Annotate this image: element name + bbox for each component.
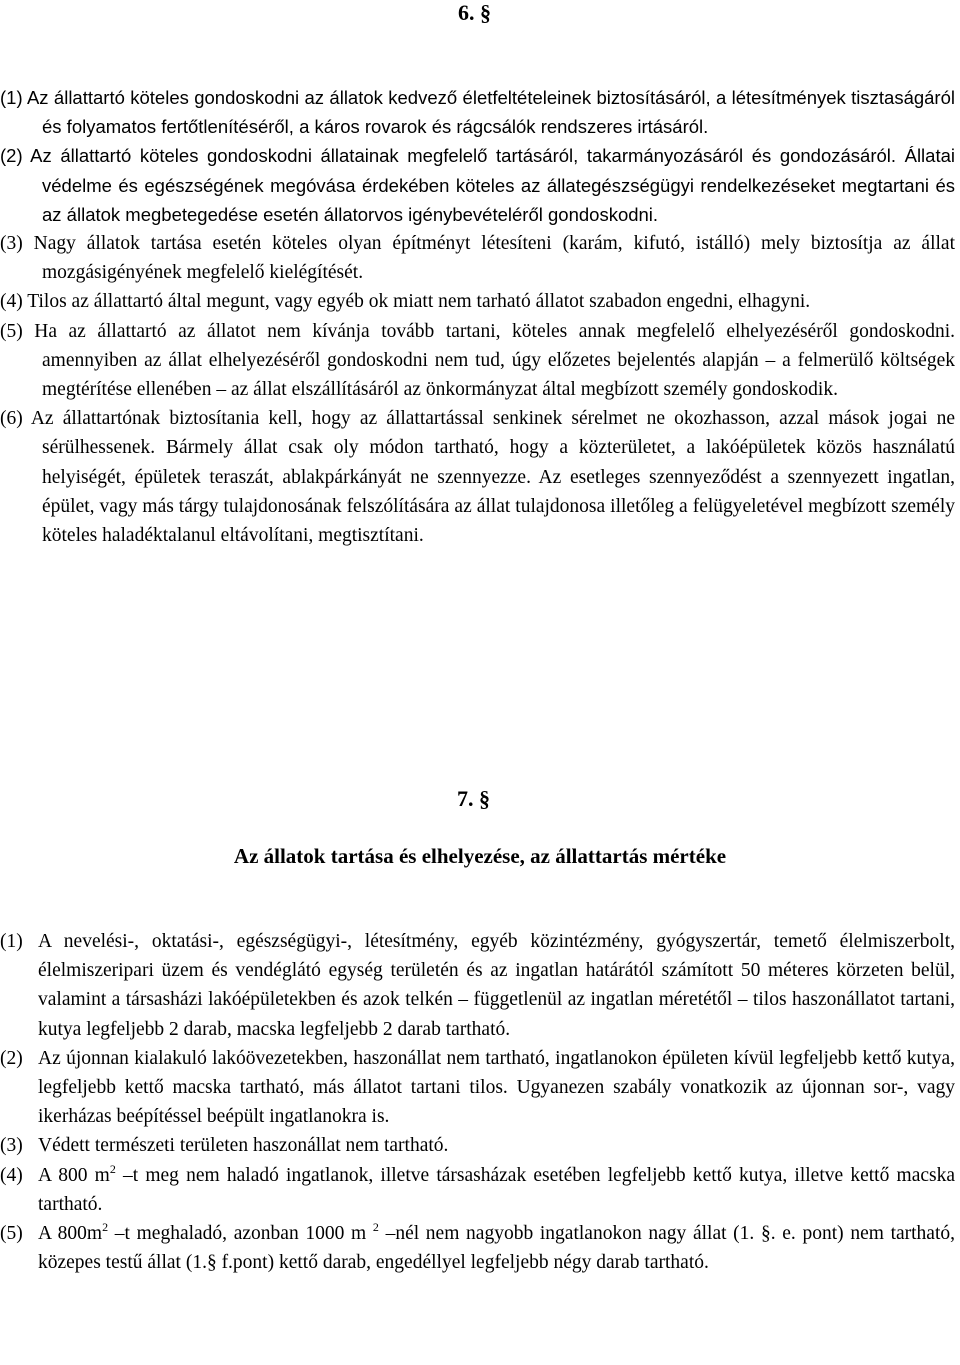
paragraph-number: (1) (0, 931, 23, 952)
text-part: A 800m (38, 1223, 103, 1245)
superscript: 2 (372, 1220, 379, 1235)
paragraph-text (38, 1161, 955, 1219)
paragraph-number: (3) (0, 1135, 23, 1157)
paragraph-text: Az újonnan kialakuló lakóövezetekben, haszonállat nem tartható, ingatlanokon épületen kívül legfeljebb kettő kutya, legfeljebb kettő macska tartható, más állatot tartani tilos. Ugyanezen szabály vonatkozik az újonnan sor-, vagy ikerházas beépítéssel beépült ingatlanokra is. (38, 1047, 955, 1128)
paragraph-text (38, 1219, 955, 1277)
section-6-paragraph-1: (1) Az állattartó köteles gondoskodni az állatok kedvező életfeltételeinek biztosításáról, a létesítmények tisztaságáról és folyamatos fertőtlenítéséről, a káros rovarok és rágcsálók rendszeres irtásáról. (0, 87, 955, 138)
section-6-number: 6. § (458, 0, 491, 25)
section-7-title: Az állatok tartása és elhelyezése, az állattartás mértéke (233, 844, 727, 868)
section-6-paragraph-5: (5) Ha az állattartó az állatot nem kívánja tovább tartani, köteles annak megfelelő elhelyezéséről gondoskodni. amennyiben az állat elhelyezéséről gondoskodni nem tud, úgy előzetes bejelentés alapján – a felmerülő költségek megtérítése ellenében – az állat elszállításáról az önkormányzat által megbízott személy gondoskodik. (0, 320, 955, 401)
section-7-paragraph-4 (0, 1161, 955, 1219)
paragraph-number: (2) (0, 1047, 23, 1069)
section-7-paragraph-1 (0, 927, 955, 1044)
section-6-paragraph-6: (6) Az állattartónak biztosítania kell, hogy az állattartással senkinek sérelmet ne okozhasson, azzal mások jogai ne sérülhessenek. Bármely állat csak oly módon tartható, hogy a közterületet, a lakóépületek közös használatú helyiségét, épületek teraszát, ablakpárkányát ne szennyezze. Az esetleges szennyeződést a szennyezett ingatlan, épület, vagy más tárgy tulajdonosának felszólítására az állat tulajdonosa illetőleg a felügyeletével megbízott személy köteles haladéktalanul eltávolítani, megtisztítani. (0, 408, 955, 547)
superscript: 2 (109, 1161, 116, 1176)
superscript: 2 (102, 1220, 109, 1235)
paragraph-text: A nevelési-, oktatási-, egészségügyi-, létesítmény, egyéb közintézmény, gyógyszertár, temető élelmiszerbolt, élelmiszeripari üzem és vendéglátó egység területén és az ingatlan határától számított 50 méteres körzeten belül, valamint a társasházi lakóépületekben és azok telkén – függetlenül az ingatlan méretétől – tilos haszonállatot tartani, kutya legfeljebb 2 darab, macska legfeljebb 2 darab tartható. (38, 931, 955, 1040)
paragraph-number: (4) (0, 1164, 23, 1186)
section-7-number: 7. § (457, 786, 490, 811)
paragraph-text: Védett természeti területen haszonállat nem tartható. (38, 1135, 449, 1157)
text-part: A 800 m (38, 1164, 110, 1186)
paragraph-number: (5) (0, 1223, 23, 1245)
section-7-body (0, 927, 955, 1277)
section-7-paragraph-5 (0, 1219, 955, 1277)
section-7-paragraph-3 (0, 1131, 955, 1160)
section-7-paragraph-2 (0, 1044, 955, 1132)
section-6-paragraph-3: (3) Nagy állatok tartása esetén köteles olyan építményt létesíteni (karám, kifutó, istálló) mely biztosítja az állat mozgásigényének megfelelő kielégítését. (0, 233, 955, 284)
text-part: –nél nem nagyobb ingatlanokon nagy állat (1. §. e. pont) nem tartható, közepes testű állat (1.§ f.pont) kettő darab, engedéllyel legfeljebb négy darab tartható. (38, 1223, 955, 1274)
section-6-body (0, 83, 955, 550)
section-6-paragraph-2: (2) Az állattartó köteles gondoskodni állatainak megfelelő tartásáról, takarmányozásáról és gondozásáról. Állatai védelme és egészségének megóvása érdekében köteles az állategészségügyi rendelkezéseket megtartani és az állatok megbetegedése esetén állatorvos igénybevételéről gondoskodni. (0, 145, 955, 225)
text-part: –t meg nem haladó ingatlanok, illetve társasházak esetében legfeljebb kettő kutya, illetve kettő macska tartható. (38, 1164, 955, 1215)
text-part: –t meghaladó, azonban 1000 m (108, 1223, 373, 1245)
section-6-paragraph-4: (4) Tilos az állattartó által megunt, vagy egyéb ok miatt nem tarható állatot szabadon engedni, elhagyni. (0, 291, 811, 313)
